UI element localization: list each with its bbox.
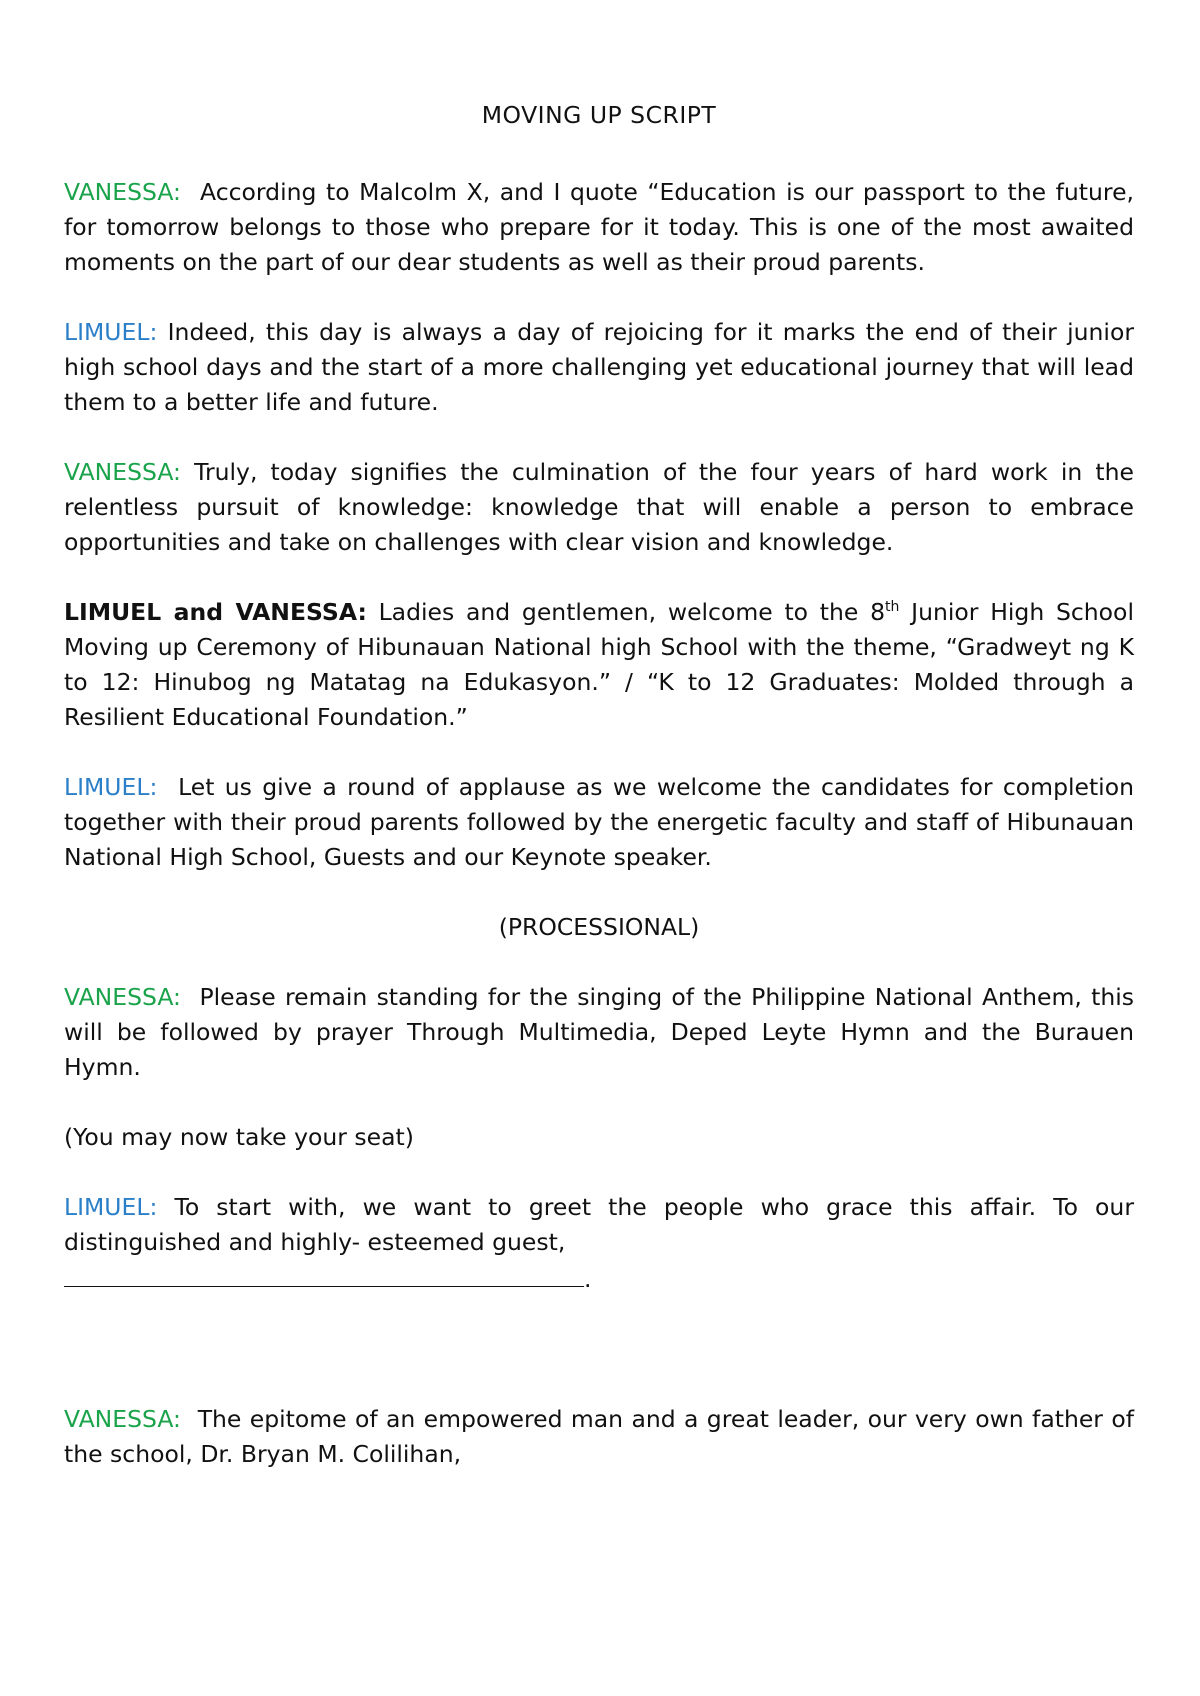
blank-underline bbox=[64, 1260, 584, 1287]
paragraph-vanessa-intro bbox=[64, 175, 1134, 280]
speaker-label: VANESSA: bbox=[64, 178, 181, 206]
ordinal-suffix: th bbox=[885, 599, 900, 616]
speaker-label: LIMUEL: bbox=[64, 773, 158, 801]
speaker-label: LIMUEL: bbox=[64, 318, 158, 346]
paragraph-text: Junior High School Moving up Ceremony of Hibunauan National high School with the theme, “Gradweyt ng K to 12: Hinubog ng Matatag na Edukasyon.” / “K to 12 Graduates: Molded through a Resilient Educational Foundation.” bbox=[64, 598, 1134, 731]
paragraph-text: Indeed, this day is always a day of rejoicing for it marks the end of their junior high school days and the start of a more challenging yet educational journey that will lead them to a better life and future. bbox=[64, 318, 1134, 416]
speaker-label: VANESSA: bbox=[64, 983, 181, 1011]
paragraph-vanessa-anthem bbox=[64, 980, 1134, 1085]
speaker-label: VANESSA: bbox=[64, 458, 181, 486]
guest-name-blank-line bbox=[64, 1260, 1134, 1297]
paragraph-vanessa-school-head bbox=[64, 1402, 1134, 1472]
paragraph-limuel-rejoicing bbox=[64, 315, 1134, 420]
script-page bbox=[64, 98, 1134, 1507]
paragraph-text: Truly, today signifies the culmination of the four years of hard work in the relentless pursuit of knowledge: knowledge that will enable a person to embrace opportunities and take on challenges with clear vision and knowledge. bbox=[64, 458, 1134, 556]
paragraph-limuel-greeting bbox=[64, 1190, 1134, 1260]
paragraph-text: Please remain standing for the singing of the Philippine National Anthem, this will be followed by prayer Through Multimedia, Deped Leyte Hymn and the Burauen Hymn. bbox=[64, 983, 1134, 1081]
paragraph-text: According to Malcolm X, and I quote “Education is our passport to the future, for tomorrow belongs to those who prepare for it today. This is one of the most awaited moments on the part of our dear students as well as their proud parents. bbox=[64, 178, 1134, 276]
spacer bbox=[64, 1297, 1134, 1402]
processional-note: (PROCESSIONAL) bbox=[498, 913, 700, 941]
speaker-label: LIMUEL and VANESSA: bbox=[64, 598, 367, 626]
paragraph-welcome bbox=[64, 595, 1134, 735]
speaker-label: VANESSA: bbox=[64, 1405, 181, 1433]
period: . bbox=[584, 1265, 592, 1293]
document-title: MOVING UP SCRIPT bbox=[481, 101, 717, 129]
paragraph-text: Ladies and gentlemen, welcome to the 8 bbox=[378, 598, 886, 626]
paragraph-text: The epitome of an empowered man and a great leader, our very own father of the school, Dr. Bryan M. Colilihan, bbox=[64, 1405, 1134, 1468]
paragraph-limuel-applause bbox=[64, 770, 1134, 875]
paragraph-text: Let us give a round of applause as we welcome the candidates for completion together with their proud parents followed by the energetic faculty and staff of Hibunauan National High School, Guests and our Keynote speaker. bbox=[64, 773, 1134, 871]
paragraph-text: To start with, we want to greet the people who grace this affair. To our distinguished and highly- esteemed guest, bbox=[64, 1193, 1134, 1256]
seat-note: (You may now take your seat) bbox=[64, 1123, 414, 1151]
speaker-label: LIMUEL: bbox=[64, 1193, 158, 1221]
paragraph-vanessa-culmination bbox=[64, 455, 1134, 560]
